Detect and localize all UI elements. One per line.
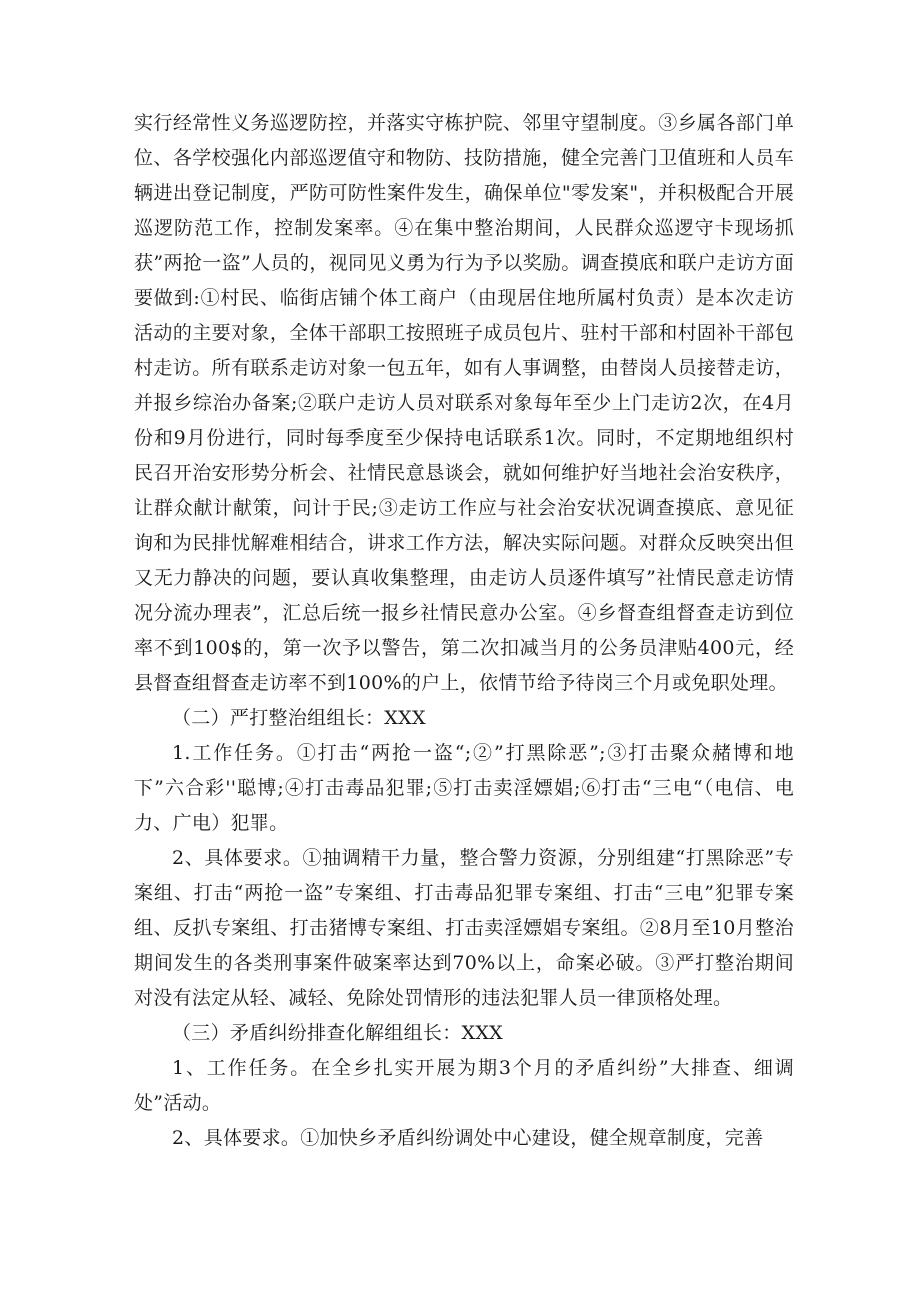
body-paragraph-patrol-and-visits: 实行经常性义务巡逻防控，并落实守栋护院、邻里守望制度。③乡属各部门单位、各学校强化内部巡逻值守和物防、技防措施，健全完善门卫值班和人员车辆进出登记制度，严防可防性案件发生，确保单位"零发案"，并积极配合开展巡逻防范工作，控制发案率。④在集中整治期间，人民群众巡逻守卡现场抓获”两抢一盗”人员的，视同见义勇为行为予以奖励。调查摸底和联户走访方面要做到:①村民、临街店铺个体工商户（由现居住地所属村负责）是本次走访活动的主要对象，全体干部职工按照班子成员包片、驻村干部和村固补干部包村走访。所有联系走访对象一包五年，如有人事调整，由替岗人员接替走访，并报乡综治办备案;②联户走访人员对联系对象每年至少上门走访2次，在4月份和9月份进行，同时每季度至少保持电话联系1次。同时，不定期地组织村民召开治安形势分析会、社情民意恳谈会，就如何维护好当地社会治安秩序，让群众献计献策，问计于民;③走访工作应与社会治安状况调查摸底、意见征询和为民排忧解难相结合，讲求工作方法，解决实际问题。对群众反映突出但又无力静决的问题，要认真收集整理，由走访人员逐件填写”社情民意走访情况分流办理表”，汇总后统一报乡社情民意办公室。④乡督查组督查走访到位率不到100$的，第一次予以警告，第二次扣减当月的公务员津贴400元，经县督查组督查走访率不到100%的户上，依情节给予待岗三个月或免职处理。 [134,112,794,694]
dispute-tasks-paragraph: 1、工作任务。在全乡扎实开展为期3个月的矛盾纠纷”大排查、细调处”活动。 [134,1057,794,1114]
crackdown-tasks-paragraph: 1.工作任务。①打击“两抢一盗“;②”打黑除恶”;③打击聚众赭博和地下”六合彩''聪博;④打击毒品犯罪;⑤打击卖淫嫖娼;⑥打击“三电“（电信、电力、广电）犯罪。 [134,742,794,834]
crackdown-requirements-paragraph: 2、具体要求。①抽调精干力量，整合警力资源，分别组建“打黑除恶”专案组、打击“两抢一盗”专案组、打击毒品犯罪专案组、打击“三电”犯罪专案组、反扒专案组、打击猪博专案组、打击卖淫嫖娼专案组。②8月至10月整治期间发生的各类刑事案件破案率达到70%以上，命案必破。③严打整治期间对没有法定从轻、减轻、免除处罚情形的违法犯罪人员一律顶格处理。 [134,847,794,1009]
dispute-requirements-paragraph: 2、具体要求。①加快乡矛盾纠纷调处中心建设，健全规章制度，完善 [172,1127,764,1149]
section-heading-crackdown: （二）严打整治组组长：XXX [172,707,426,729]
section-heading-dispute-resolution: （三）矛盾纠纷排查化解组组长：XXX [172,1022,503,1044]
